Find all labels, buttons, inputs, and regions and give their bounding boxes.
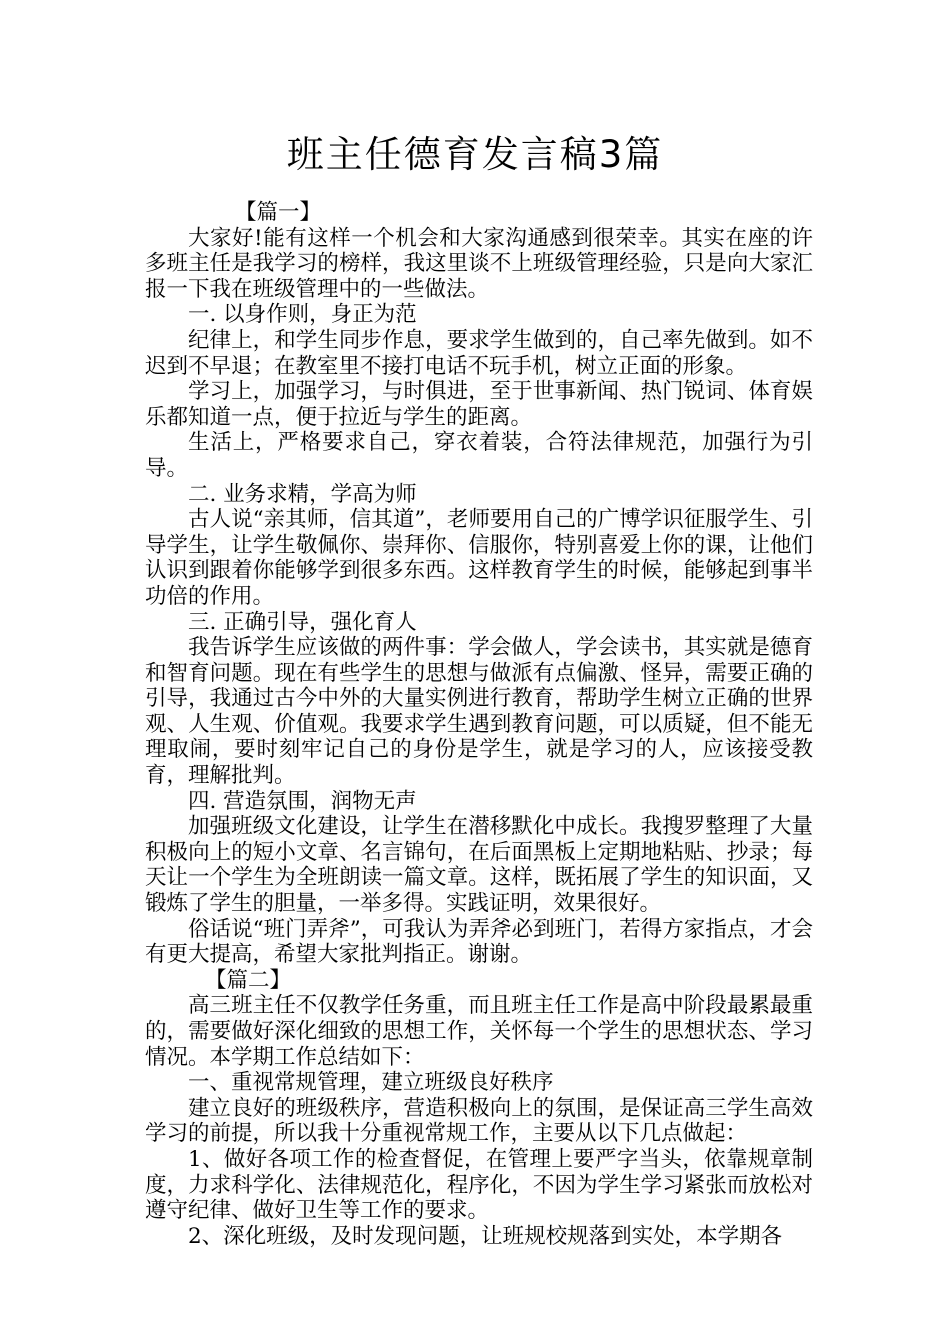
part1-section1-paragraph: 学习上，加强学习，与时俱进，至于世事新闻、热门锐词、体育娱乐都知道一点，便于拉近与学生的距离。: [145, 379, 813, 430]
part1-closing: 俗话说“班门弄斧”，可我认为弄斧必到班门，若得方家指点，才会有更大提高，希望大家批判指正。谢谢。: [145, 916, 813, 968]
part1-section2-heading: 二. 业务求精，学高为师: [188, 481, 417, 507]
part1-section4-heading: 四. 营造氛围，润物无声: [188, 788, 417, 814]
part1-section4-paragraph: 加强班级文化建设，让学生在潜移默化中成长。我搜罗整理了大量积极向上的短小文章、名言锦句，在后面黑板上定期地粘贴、抄录；每天让一个学生为全班朗读一篇文章。这样，既拓展了学生的知识面，又锻炼了学生的胆量，一举多得。实践证明，效果很好。: [145, 814, 813, 917]
document-body: [145, 200, 813, 1249]
part2-intro: 高三班主任不仅教学任务重，而且班主任工作是高中阶段最累最重的，需要做好深化细致的思想工作，关怀每一个学生的思想状态、学习情况。本学期工作总结如下：: [145, 993, 813, 1070]
part1-section2-paragraph: 古人说“亲其师，信其道”，老师要用自己的广博学识征服学生、引导学生，让学生敬佩你、崇拜你、信服你，特别喜爱上你的课，让他们认识到跟着你能够学到很多东西。这样教育学生的时候，能够起到事半功倍的作用。: [145, 507, 813, 609]
part2-section1-paragraph: 2、深化班级，及时发现问题，让班规校规落到实处，本学期各: [188, 1223, 783, 1249]
part1-section1-heading: 一. 以身作则，身正为范: [188, 302, 417, 328]
part2-section1-paragraph: 1、做好各项工作的检查督促，在管理上要严字当头，依靠规章制度，力求科学化、法律规范化，程序化，不因为学生学习紧张而放松对遵守纪律、做好卫生等工作的要求。: [145, 1146, 813, 1224]
part2-label: 【篇二】: [205, 967, 292, 993]
part1-intro: 大家好!能有这样一个机会和大家沟通感到很荣幸。其实在座的许多班主任是我学习的榜样，我这里谈不上班级管理经验，只是向大家汇报一下我在班级管理中的一些做法。: [145, 225, 813, 302]
part1-section3-heading: 三. 正确引导，强化育人: [188, 609, 417, 635]
part2-section1-heading: 一、重视常规管理，建立班级良好秩序: [188, 1070, 554, 1096]
part1-section3-paragraph: 我告诉学生应该做的两件事：学会做人，学会读书，其实就是德育和智育问题。现在有些学生的思想与做派有点偏激、怪异，需要正确的引导，我通过古今中外的大量实例进行教育，帮助学生树立正确的世界观、人生观、价值观。我要求学生遇到教育问题，可以质疑，但不能无理取闹，要时刻牢记自己的身份是学生，就是学习的人，应该接受教育，理解批判。: [145, 635, 813, 789]
part1-label: 【篇一】: [235, 200, 322, 225]
part1-section1-paragraph: 纪律上，和学生同步作息，要求学生做到的，自己率先做到。如不迟到不早退；在教室里不接打电话不玩手机，树立正面的形象。: [145, 327, 813, 379]
document-title: 班主任德育发言稿3篇: [286, 133, 664, 176]
part1-section1-paragraph: 生活上，严格要求自己，穿衣着装，合符法律规范，加强行为引导。: [145, 430, 813, 481]
part2-section1-paragraph: 建立良好的班级秩序，营造积极向上的氛围，是保证高三学生高效学习的前提，所以我十分重视常规工作，主要从以下几点做起：: [145, 1095, 813, 1147]
